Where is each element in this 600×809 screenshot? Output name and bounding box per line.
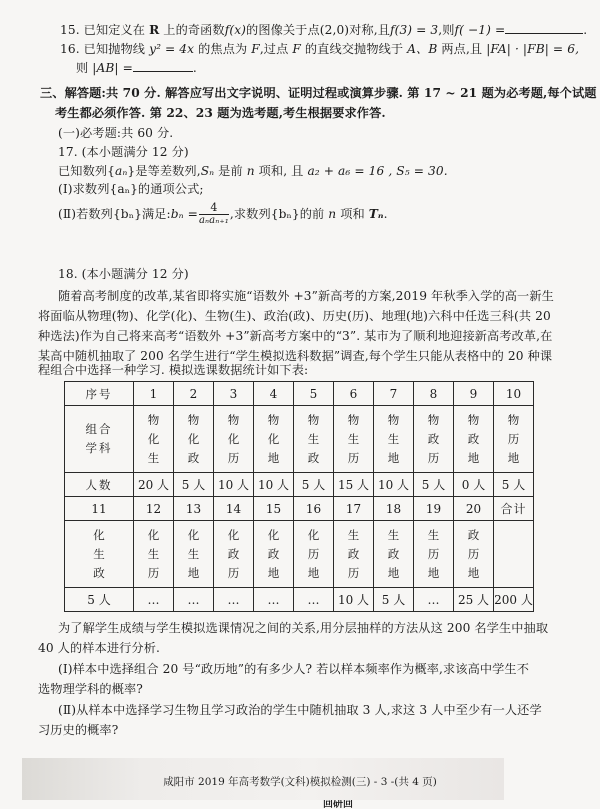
q17-text: ,求数列{bₙ}的前 bbox=[229, 207, 329, 221]
table-cell-id: 1 bbox=[134, 382, 174, 406]
table-cell-id: 13 bbox=[174, 497, 214, 521]
table-cell-combo bbox=[374, 406, 414, 473]
subject: 政 bbox=[347, 546, 360, 561]
subject: 化 bbox=[227, 431, 240, 446]
table-cell-count: 0 人 bbox=[454, 473, 494, 497]
subject: 政 bbox=[307, 450, 320, 465]
table-cell-combo bbox=[454, 406, 494, 473]
subject: 地 bbox=[507, 450, 520, 465]
question-17-part-2 bbox=[58, 202, 388, 227]
table-cell-id: 20 bbox=[454, 497, 494, 521]
table-cell-combo bbox=[65, 521, 134, 588]
subject: 生 bbox=[347, 527, 360, 542]
question-17-part-1: (Ⅰ)求数列{aₙ}的通项公式; bbox=[58, 182, 204, 196]
table-cell-id: 3 bbox=[214, 382, 254, 406]
table-cell-count: 10 人 bbox=[374, 473, 414, 497]
table-cell-count: … bbox=[174, 588, 214, 612]
table-row bbox=[65, 382, 534, 406]
table-cell-count: 5 人 bbox=[174, 473, 214, 497]
q16-answer-blank[interactable] bbox=[133, 60, 193, 72]
table-row bbox=[65, 588, 534, 612]
required-section-heading: (一)必考题:共 60 分. bbox=[58, 126, 174, 140]
table-cell-id: 12 bbox=[134, 497, 174, 521]
subject: 化 bbox=[147, 527, 160, 542]
subject: 化 bbox=[187, 431, 200, 446]
subject: 地 bbox=[467, 450, 480, 465]
table-cell-combo bbox=[174, 521, 214, 588]
q16-text: ,过点 bbox=[259, 42, 293, 56]
subject: 政 bbox=[227, 546, 240, 561]
table-cell-id: 4 bbox=[254, 382, 294, 406]
table-cell-count: 15 人 bbox=[334, 473, 374, 497]
subject: 化 bbox=[93, 527, 105, 542]
subject: 物 bbox=[147, 412, 160, 427]
fraction-numerator: 4 bbox=[199, 202, 229, 215]
subject: 物 bbox=[347, 412, 360, 427]
q16-focus: F bbox=[292, 42, 301, 56]
count-label: 人数 bbox=[85, 477, 113, 492]
table-cell-id: 9 bbox=[454, 382, 494, 406]
q17-condition: a₂ + a₆ = 16 , S₅ = 30. bbox=[307, 164, 448, 178]
subject: 化 bbox=[147, 431, 160, 446]
table-cell-id: 6 bbox=[334, 382, 374, 406]
subject: 物 bbox=[467, 412, 480, 427]
subject: 地 bbox=[187, 565, 200, 580]
table-header-cell bbox=[65, 406, 134, 473]
question-18-part-2: (Ⅱ)从样本中选择学习生物且学习政治的学生中随机抽取 3 人,求这 3 人中至少有一人还学 bbox=[58, 703, 542, 717]
table-cell-id: 8 bbox=[414, 382, 454, 406]
q16-text: 则 bbox=[76, 61, 93, 75]
table-cell-id: 16 bbox=[294, 497, 334, 521]
q17-sequence: aₙ bbox=[115, 164, 128, 178]
table-cell-count: … bbox=[254, 588, 294, 612]
q17-n: n bbox=[328, 207, 337, 221]
subject: 物 bbox=[227, 412, 240, 427]
question-18-part-1-cont: 选物理学科的概率? bbox=[38, 682, 143, 696]
table-header-cell bbox=[65, 473, 134, 497]
table-cell-count: 10 人 bbox=[334, 588, 374, 612]
subject: 历 bbox=[147, 565, 160, 580]
table-cell-id: 15 bbox=[254, 497, 294, 521]
question-18-paragraph-line: 程组合中选择一种学习. 模拟选课数据统计如下表: bbox=[38, 363, 309, 377]
table-cell-count: … bbox=[414, 588, 454, 612]
subject: 历 bbox=[507, 431, 520, 446]
subject: 生 bbox=[387, 431, 400, 446]
table-row bbox=[65, 473, 534, 497]
question-18-sampling-line: 为了解学生成绩与学生模拟选课情况之间的关系,用分层抽样的方法从这 200 名学生中抽取 bbox=[58, 621, 549, 635]
table-cell-id: 10 bbox=[494, 382, 534, 406]
q17-text: 已知数列{ bbox=[58, 164, 116, 178]
subject: 生 bbox=[187, 546, 200, 561]
table-cell-count: 5 人 bbox=[414, 473, 454, 497]
q15-set-R: R bbox=[149, 23, 160, 37]
table-cell-combo bbox=[334, 521, 374, 588]
subject: 地 bbox=[387, 565, 400, 580]
subject: 物 bbox=[427, 412, 440, 427]
q17-n: n bbox=[246, 164, 255, 178]
table-row bbox=[65, 406, 534, 473]
table-row bbox=[65, 497, 534, 521]
page-footer: 咸阳市 2019 年高考数学(文科)模拟检测(三) - 3 -(共 4 页) bbox=[163, 776, 437, 788]
subject: 历 bbox=[227, 450, 240, 465]
table-cell-combo bbox=[254, 406, 294, 473]
subject: 生 bbox=[147, 450, 160, 465]
subject: 地 bbox=[387, 450, 400, 465]
subject: 历 bbox=[347, 565, 360, 580]
q16-period: . bbox=[192, 61, 197, 75]
table-cell-total: 200 人 bbox=[494, 588, 534, 612]
table-cell-combo bbox=[334, 406, 374, 473]
table-cell-combo bbox=[414, 521, 454, 588]
table-cell-count: 5 人 bbox=[65, 588, 134, 612]
table-cell-count: 10 人 bbox=[214, 473, 254, 497]
table-cell-id: 19 bbox=[414, 497, 454, 521]
subject: 物 bbox=[387, 412, 400, 427]
subject: 政 bbox=[387, 546, 400, 561]
q16-text: 的焦点为 bbox=[194, 42, 252, 56]
q16-focus: F bbox=[251, 42, 260, 56]
q16-ask: |AB| = bbox=[92, 61, 133, 75]
table-cell-combo bbox=[174, 406, 214, 473]
table-cell-count: 5 人 bbox=[374, 588, 414, 612]
subject: 政 bbox=[187, 450, 200, 465]
subject: 物 bbox=[267, 412, 280, 427]
table-cell-combo bbox=[374, 521, 414, 588]
subject: 历 bbox=[427, 546, 440, 561]
section-3-heading: 三、解答题:共 70 分. 解答应写出文字说明、证明过程或演算步骤. 第 17 ~ 21 题为必考题,每个试题 bbox=[40, 86, 597, 100]
table-cell-combo bbox=[414, 406, 454, 473]
course-selection-table bbox=[64, 381, 534, 612]
q16-text: 的直线交抛物线于 bbox=[300, 42, 408, 56]
subject: 历 bbox=[227, 565, 240, 580]
table-cell-id: 11 bbox=[65, 497, 134, 521]
q15-period: . bbox=[583, 23, 588, 37]
question-18-part-1: (Ⅰ)样本中选择组合 20 号“政历地”的有多少人? 若以样本频率作为概率,求该高中学生不 bbox=[58, 662, 530, 676]
subject: 物 bbox=[187, 412, 200, 427]
table-cell-combo bbox=[214, 406, 254, 473]
table-cell-combo bbox=[294, 521, 334, 588]
fraction-denominator: aₙaₙ₊₁ bbox=[198, 215, 229, 226]
subject: 生 bbox=[307, 431, 320, 446]
q17-text: (Ⅱ)若数列{bₙ}满足: bbox=[58, 207, 171, 221]
subject: 物 bbox=[307, 412, 320, 427]
subject: 政 bbox=[93, 565, 105, 580]
q15-text: ,则 bbox=[438, 23, 455, 37]
header-label: 序号 bbox=[85, 386, 113, 401]
question-18-paragraph-line: 种选法)作为自己将来高考“语数外 +3”新高考方案中的“3”. 某市为了顺利地迎接新高考改革,在 bbox=[38, 329, 553, 343]
question-18-title: 18. (本小题满分 12 分) bbox=[58, 267, 189, 281]
q15-text: 上的奇函数 bbox=[159, 23, 225, 37]
table-cell-combo bbox=[214, 521, 254, 588]
table-cell-combo bbox=[134, 521, 174, 588]
section-3-heading-line2: 考生都必须作答. 第 22、23 题为选考题,考生根据要求作答. bbox=[55, 106, 386, 120]
subject: 化 bbox=[187, 527, 200, 542]
q17-fraction bbox=[199, 202, 229, 227]
subject: 生 bbox=[147, 546, 160, 561]
subject: 地 bbox=[267, 450, 280, 465]
q15-ask: f( −1) = bbox=[454, 23, 506, 37]
question-17-stem bbox=[58, 163, 448, 179]
subject: 地 bbox=[467, 565, 480, 580]
q15-condition: f(3) = 3 bbox=[389, 23, 439, 37]
subject: 生 bbox=[427, 527, 440, 542]
table-cell-combo bbox=[294, 406, 334, 473]
table-cell-id: 14 bbox=[214, 497, 254, 521]
table-row bbox=[65, 521, 534, 588]
table-cell-count: 10 人 bbox=[254, 473, 294, 497]
combo-label: 学科 bbox=[85, 441, 113, 455]
q16-points: A、B bbox=[407, 42, 438, 56]
q16-text: 两点,且 bbox=[437, 42, 487, 56]
table-cell-count: 20 人 bbox=[134, 473, 174, 497]
subject: 生 bbox=[93, 546, 105, 561]
question-17-title: 17. (本小题满分 12 分) bbox=[58, 145, 189, 159]
table-cell-total-label: 合计 bbox=[494, 497, 534, 521]
table-cell-id: 2 bbox=[174, 382, 214, 406]
subject: 化 bbox=[267, 527, 280, 542]
q17-Tn: Tₙ bbox=[368, 207, 384, 221]
subject: 化 bbox=[227, 527, 240, 542]
q17-text: 是前 bbox=[214, 164, 247, 178]
subject: 地 bbox=[267, 565, 280, 580]
q17-text: 项和 bbox=[336, 207, 369, 221]
q17-bn: bₙ = bbox=[170, 207, 198, 221]
combo-label: 组合 bbox=[85, 422, 113, 436]
q16-parabola-equation: y² = 4x bbox=[149, 42, 195, 56]
subject: 物 bbox=[507, 412, 520, 427]
q17-text: 项和, 且 bbox=[254, 164, 308, 178]
table-cell-count: … bbox=[294, 588, 334, 612]
question-18-sampling-line: 40 人的样本进行分析. bbox=[38, 641, 160, 655]
q15-text: 的图像关于点(2,0)对称,且 bbox=[246, 23, 390, 37]
subject: 政 bbox=[467, 431, 480, 446]
subject: 地 bbox=[307, 565, 320, 580]
table-cell-id: 7 bbox=[374, 382, 414, 406]
table-cell-count: 5 人 bbox=[494, 473, 534, 497]
question-18-paragraph-line: 随着高考制度的改革,某省即将实施“语数外 +3”新高考的方案,2019 年秋季入学的高一新生 bbox=[58, 289, 554, 303]
subject: 化 bbox=[307, 527, 320, 542]
table-cell-id: 5 bbox=[294, 382, 334, 406]
subject: 历 bbox=[347, 450, 360, 465]
q15-text: 15. 已知定义在 bbox=[60, 23, 150, 37]
subject: 历 bbox=[467, 546, 480, 561]
subject: 化 bbox=[267, 431, 280, 446]
subject: 历 bbox=[307, 546, 320, 561]
subject: 政 bbox=[427, 431, 440, 446]
subject: 地 bbox=[427, 565, 440, 580]
cutoff-footer-text: 回研回 bbox=[323, 800, 353, 809]
table-cell-combo bbox=[454, 521, 494, 588]
table-header-cell bbox=[65, 382, 134, 406]
q15-answer-blank[interactable] bbox=[505, 22, 583, 34]
q17-period: . bbox=[383, 207, 388, 221]
subject: 生 bbox=[387, 527, 400, 542]
subject: 政 bbox=[467, 527, 480, 542]
question-18-part-2-cont: 习历史的概率? bbox=[38, 723, 119, 737]
subject: 生 bbox=[347, 431, 360, 446]
question-18-paragraph-line: 某高中随机抽取了 200 名学生进行“学生模拟选科数据”调查,每个学生只能从表格中的 20 种课 bbox=[38, 349, 553, 363]
q17-sum: Sₙ bbox=[200, 164, 215, 178]
q16-condition: |FA| · |FB| = 6, bbox=[486, 42, 580, 56]
table-cell-combo bbox=[254, 521, 294, 588]
table-cell-count: … bbox=[134, 588, 174, 612]
subject: 政 bbox=[267, 546, 280, 561]
table-cell-empty bbox=[494, 521, 534, 588]
q17-text: }是等差数列, bbox=[127, 164, 201, 178]
question-15 bbox=[60, 22, 587, 38]
table-cell-count: … bbox=[214, 588, 254, 612]
table-cell-id: 18 bbox=[374, 497, 414, 521]
table-cell-combo bbox=[134, 406, 174, 473]
table-cell-count: 5 人 bbox=[294, 473, 334, 497]
q16-text: 16. 已知抛物线 bbox=[60, 42, 150, 56]
question-16 bbox=[60, 41, 579, 57]
question-16-line2 bbox=[76, 60, 197, 76]
question-18-paragraph-line: 将面临从物理(物)、化学(化)、生物(生)、政治(政)、历史(历)、地理(地)六科中任选三科(共 20 bbox=[38, 309, 551, 323]
subject: 历 bbox=[427, 450, 440, 465]
table-cell-id: 17 bbox=[334, 497, 374, 521]
table-cell-combo bbox=[494, 406, 534, 473]
table-cell-count: 25 人 bbox=[454, 588, 494, 612]
q15-function: f(x) bbox=[224, 23, 247, 37]
